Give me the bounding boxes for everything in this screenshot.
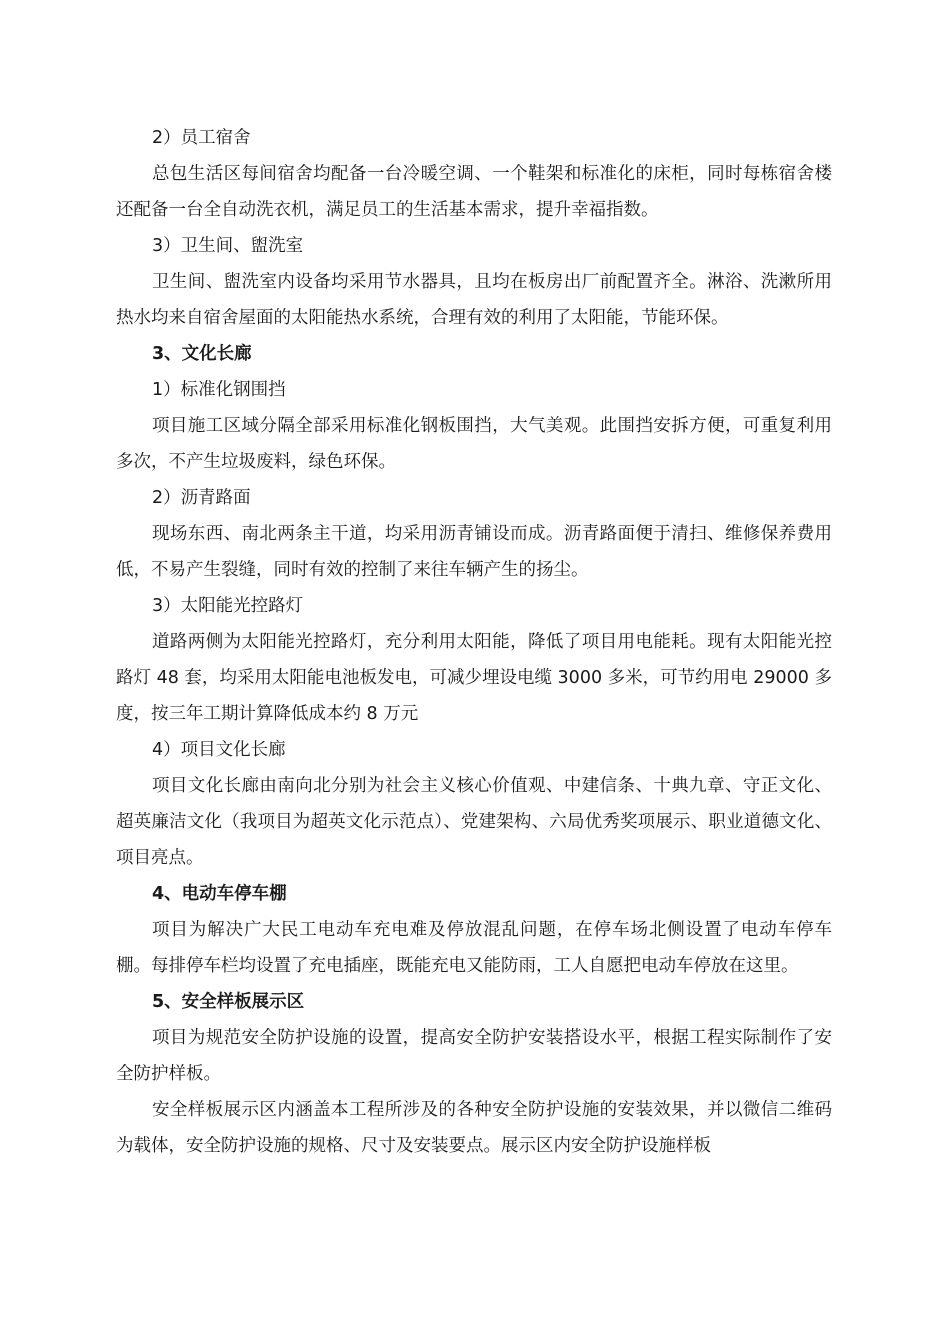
subheading-restroom: 3）卫生间、盥洗室 [152,236,304,256]
paragraph-solar-lights: 道路两侧为太阳能光控路灯，充分利用太阳能，降低了项目用电能耗。现有太阳能光控路灯 48 套，均采用太阳能电池板发电，可减少埋设电缆 3000 多米，可节约用电 29000 多度，按三年工期计算降低成本约 8 万元 [116,632,832,724]
document-body [116,120,832,1164]
paragraph-project-corridor: 项目文化长廊由南向北分别为社会主义核心价值观、中建信条、十典九章、守正文化、超英廉洁文化（我项目为超英文化示范点）、党建架构、六局优秀奖项展示、职业道德文化、项目亮点。 [116,776,832,868]
paragraph-steel-fence: 项目施工区域分隔全部采用标准化钢板围挡，大气美观。此围挡安拆方便，可重复利用多次，不产生垃圾废料，绿色环保。 [116,416,832,472]
paragraph-dorm-equipment: 总包生活区每间宿舍均配备一台冷暖空调、一个鞋架和标准化的床柜，同时每栋宿舍楼还配备一台全自动洗衣机，满足员工的生活基本需求，提升幸福指数。 [116,164,832,220]
subheading-staff-dorm: 2）员工宿舍 [152,128,251,148]
subheading-project-corridor: 4）项目文化长廊 [152,740,286,760]
subheading-asphalt-road: 2）沥青路面 [152,488,251,508]
subheading-solar-lights: 3）太阳能光控路灯 [152,596,304,616]
section-heading-safety-sample-area: 5、安全样板展示区 [152,992,305,1012]
section-heading-ebike-shed: 4、电动车停车棚 [152,884,287,904]
section-heading-culture-corridor: 3、文化长廊 [152,344,252,364]
paragraph-safety-sample-2: 安全样板展示区内涵盖本工程所涉及的各种安全防护设施的安装效果，并以微信二维码为载体，安全防护设施的规格、尺寸及安装要点。展示区内安全防护设施样板 [116,1100,832,1156]
paragraph-safety-sample-1: 项目为规范安全防护设施的设置，提高安全防护安装搭设水平，根据工程实际制作了安全防护样板。 [116,1028,832,1084]
paragraph-asphalt-road: 现场东西、南北两条主干道，均采用沥青铺设而成。沥青路面便于清扫、维修保养费用低，不易产生裂缝，同时有效的控制了来往车辆产生的扬尘。 [116,524,832,580]
subheading-steel-fence: 1）标准化钢围挡 [152,380,286,400]
paragraph-restroom: 卫生间、盥洗室内设备均采用节水器具，且均在板房出厂前配置齐全。淋浴、洗漱所用热水均来自宿舍屋面的太阳能热水系统，合理有效的利用了太阳能，节能环保。 [116,272,832,328]
paragraph-ebike-shed: 项目为解决广大民工电动车充电难及停放混乱问题，在停车场北侧设置了电动车停车棚。每排停车栏均设置了充电插座，既能充电又能防雨，工人自愿把电动车停放在这里。 [116,920,832,976]
